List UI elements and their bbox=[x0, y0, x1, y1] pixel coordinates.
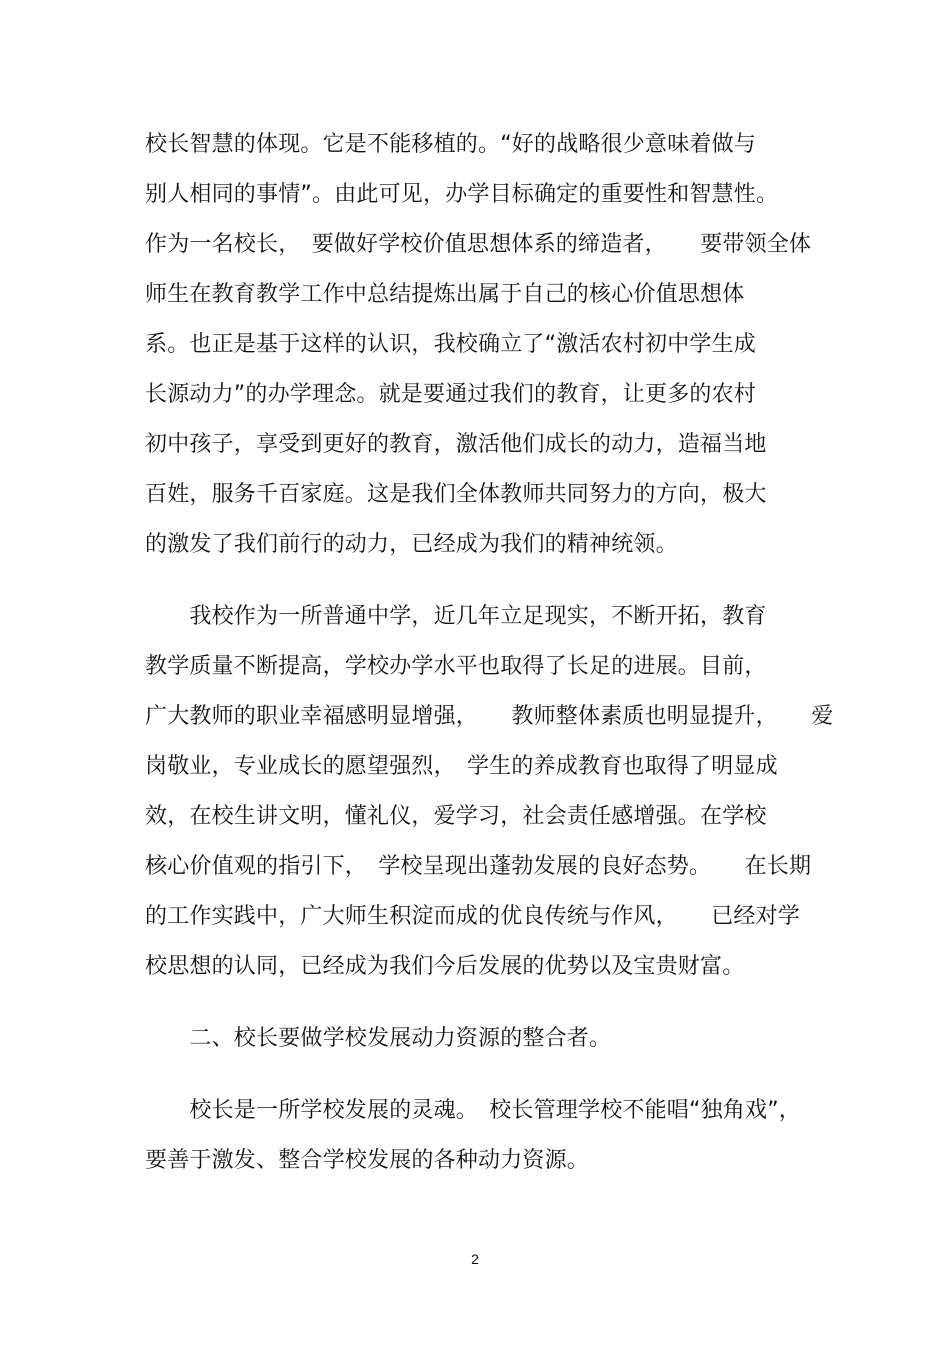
text-line: 百姓，服务千百家庭。这是我们全体教师共同努力的方向，极大 bbox=[145, 482, 767, 507]
text-line: 校长智慧的体现。它是不能移植的。“好的战略很少意味着做与 bbox=[145, 132, 756, 157]
text-line: 效，在校生讲文明，懂礼仪，爱学习，社会责任感增强。在学校 bbox=[145, 804, 767, 829]
text-line: 广大教师的职业幸福感明显增强， 教师整体素质也明显提升， 爱 bbox=[145, 704, 834, 729]
text-line: 初中孩子，享受到更好的教育，激活他们成长的动力，造福当地 bbox=[145, 432, 767, 457]
text-line: 的工作实践中，广大师生积淀而成的优良传统与作风， 已经对学 bbox=[145, 904, 801, 929]
section-heading: 二、校长要做学校发展动力资源的整合者。 bbox=[145, 1026, 612, 1051]
page-number: 2 bbox=[471, 1251, 479, 1267]
text-line: 核心价值观的指引下， 学校呈现出蓬勃发展的良好态势。 在长期 bbox=[145, 854, 812, 879]
text-line: 作为一名校长， 要做好学校价值思想体系的缔造者， 要带领全体 bbox=[145, 232, 812, 257]
text-line: 长源动力”的办学理念。就是要通过我们的教育，让更多的农村 bbox=[145, 382, 756, 407]
text-line: 别人相同的事情”。由此可见，办学目标确定的重要性和智慧性。 bbox=[145, 182, 779, 207]
text-line: 的激发了我们前行的动力，已经成为我们的精神统领。 bbox=[145, 532, 678, 557]
text-line: 师生在教育教学工作中总结提炼出属于自己的核心价值思想体 bbox=[145, 282, 745, 307]
text-line: 系。也正是基于这样的认识，我校确立了“激活农村初中学生成 bbox=[145, 332, 756, 357]
text-line: 校思想的认同，已经成为我们今后发展的优势以及宝贵财富。 bbox=[145, 954, 745, 979]
text-line: 教学质量不断提高，学校办学水平也取得了长足的进展。目前， bbox=[145, 654, 767, 679]
paragraph-first-line: 我校作为一所普通中学，近几年立足现实，不断开拓，教育 bbox=[145, 604, 767, 629]
text-line: 岗敬业，专业成长的愿望强烈， 学生的养成教育也取得了明显成 bbox=[145, 754, 778, 779]
paragraph-first-line: 校长是一所学校发展的灵魂。 校长管理学校不能唱“独角戏”， bbox=[145, 1098, 801, 1123]
text-line: 要善于激发、整合学校发展的各种动力资源。 bbox=[145, 1148, 590, 1173]
